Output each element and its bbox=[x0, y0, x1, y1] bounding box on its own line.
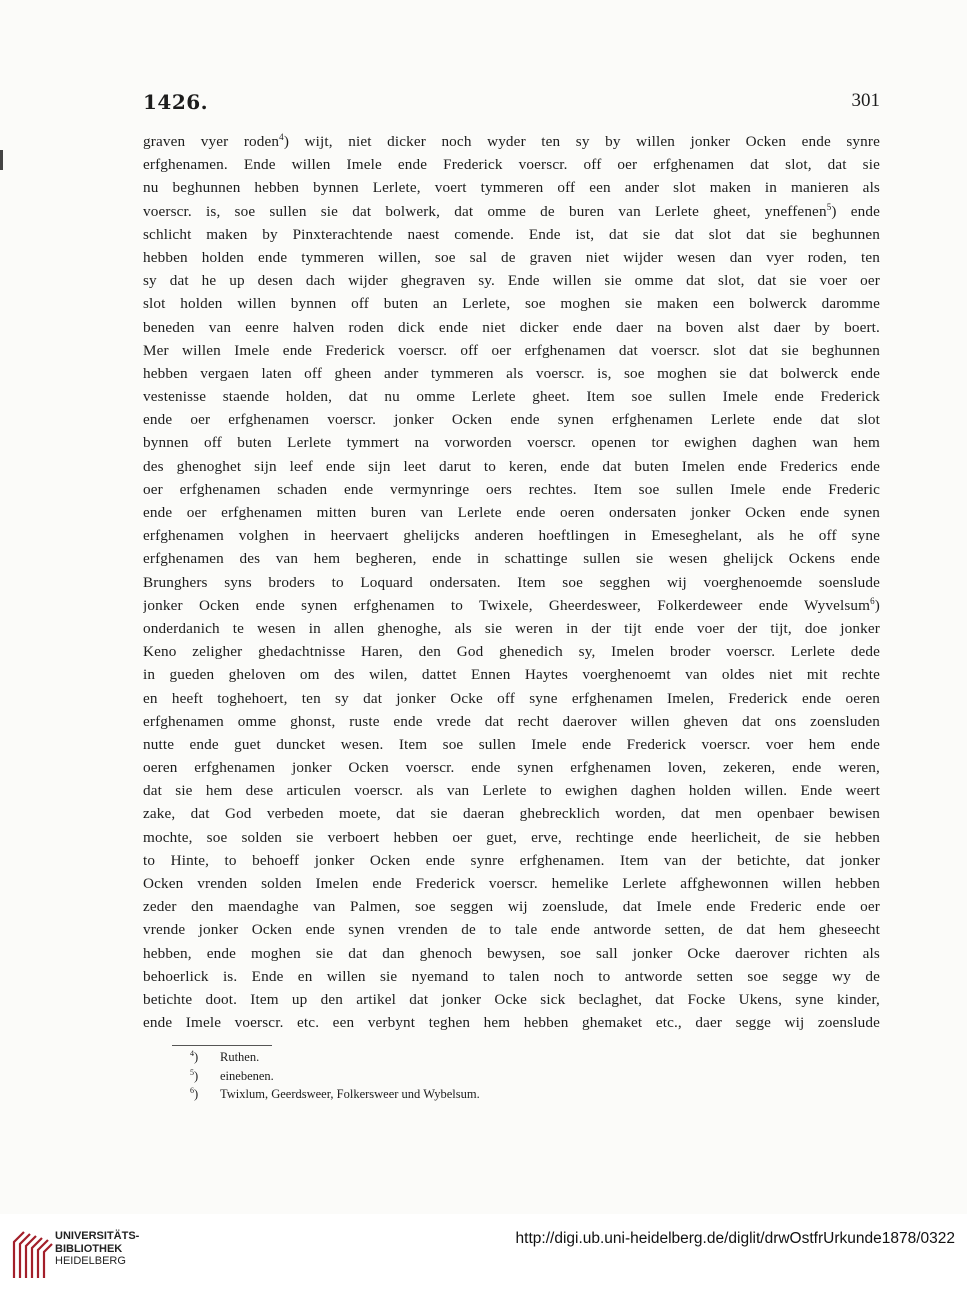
text-line-content: ende oer erfghenamen mitten buren van Lerlete ende oeren ondersaten jonker Ocken ende synen bbox=[143, 504, 880, 521]
footnotes bbox=[190, 1048, 480, 1104]
text-line-content: graven vyer roden bbox=[143, 133, 280, 150]
text-line-content: erfghenamen des van hem begheren, ende in schattinge sullen sie wesen ghelijck Ockens ende bbox=[143, 550, 880, 568]
text-line bbox=[143, 1011, 880, 1034]
text-line bbox=[143, 687, 880, 710]
text-line bbox=[143, 269, 880, 292]
text-line-content: slot holden willen bynnen off buten an Lerlete, soe moghen sie maken een bolwerck daromme bbox=[143, 295, 880, 313]
text-line bbox=[143, 130, 880, 153]
footnote-paren: ) bbox=[194, 1087, 199, 1101]
source-url-link[interactable]: http://digi.ub.uni-heidelberg.de/diglit/drwOstfrUrkunde1878/0322 bbox=[515, 1230, 955, 1247]
text-line-content: schlicht maken by Pinxterachtende naest comende. Ende ist, dat sie dat slot dat sie beghunnen bbox=[143, 225, 880, 243]
text-line bbox=[143, 547, 880, 570]
text-line-content: mochte, soe solden sie verboert hebben oer guet, erve, rechtinge ende heerlicheit, de sie hebben bbox=[143, 828, 880, 846]
text-line bbox=[143, 223, 880, 246]
footnote-number: 4 bbox=[190, 1049, 194, 1058]
text-line bbox=[143, 617, 880, 640]
page-number: 301 bbox=[851, 90, 880, 111]
text-line bbox=[143, 663, 880, 686]
text-line-content: erfghenamen volghen in heervaert ghelijcks anderen hoeftlingen in Emeseghelant, als he off syne bbox=[143, 527, 880, 545]
viewer-footer bbox=[0, 1214, 967, 1289]
text-line bbox=[143, 385, 880, 408]
text-line bbox=[143, 316, 880, 339]
text-line-content: Brunghers syns broders to Loquard ondersaten. Item soe segghen wij voerghenoemde soenslude bbox=[143, 573, 880, 591]
text-line bbox=[143, 478, 880, 501]
text-line-content: voerscr. is, soe sullen sie dat bolwerk, dat omme de buren van Lerlete gheet, yneffenen bbox=[143, 202, 827, 220]
text-line-content: onderdanich te wesen in allen ghenoghe, als sie weren in der tijt ende voer der tijt, doe jonker bbox=[143, 619, 880, 637]
text-line-content: oeren erfghenamen jonker Ocken voerscr. ende synen erfghenamen loven, zekeren, ende weren, bbox=[143, 759, 880, 777]
text-line bbox=[143, 431, 880, 454]
text-line bbox=[143, 710, 880, 733]
text-line-content: vrende jonker Ocken ende synen vrenden de to tale ende antworde setten, de dat hem gheseecht bbox=[143, 921, 880, 939]
library-name bbox=[55, 1230, 139, 1268]
text-line-content: to Hinte, to behoeff jonker Ocken ende synre erfghenamen. Item van der betichte, dat jonker bbox=[143, 851, 880, 869]
text-line bbox=[143, 942, 880, 965]
text-line bbox=[143, 826, 880, 849]
text-line-content: zake, dat God verbeden moete, dat sie daeran ghebrecklich worden, dat men openbaer bewisen bbox=[143, 805, 880, 823]
text-line bbox=[143, 918, 880, 941]
text-line bbox=[143, 965, 880, 988]
text-line-content: betichte doot. Item up den artikel dat jonker Ocke sick beclaghet, dat Focke Ukens, syne kinder, bbox=[143, 990, 880, 1008]
footnote-paren: ) bbox=[194, 1050, 199, 1064]
text-line bbox=[143, 895, 880, 918]
footnote-reference: 5 bbox=[826, 201, 832, 212]
footnote-number: 6 bbox=[190, 1086, 194, 1095]
text-line-continuation: ) ende bbox=[831, 202, 880, 220]
text-line bbox=[143, 849, 880, 872]
text-line bbox=[143, 246, 880, 269]
text-line bbox=[143, 408, 880, 431]
footnote-text: Twixlum, Geerdsweer, Folkersweer und Wybelsum. bbox=[220, 1087, 480, 1101]
text-line-content: behoerlick is. Ende en willen sie nyemand to talen noch to antworde setten soe segge wy de bbox=[143, 967, 880, 985]
library-name-line1: UNIVERSITÄTS- bbox=[55, 1230, 140, 1242]
text-line-content: hebben, ende moghen sie dat dan ghenoch bewysen, soe sall jonker Ocke daerover richten als bbox=[143, 944, 880, 962]
footnote-divider bbox=[172, 1045, 272, 1046]
text-line bbox=[143, 292, 880, 315]
text-line-content: hebben vergaen laten off gheen ander tymmeren als voerscr. is, soe moghen sie dat bolwerck ende bbox=[143, 364, 880, 382]
text-line-content: jonker Ocken ende synen erfghenamen to Twixele, Gheerdesweer, Folkerdeweer ende Wyvelsum bbox=[143, 596, 871, 614]
text-line-content: vestenisse staende holden, dat nu omme Lerlete gheet. Item soe sullen Imele ende Frederick bbox=[143, 388, 880, 406]
text-line bbox=[143, 200, 880, 223]
text-line-content: ende oer erfghenamen voerscr. jonker Ocken ende synen erfghenamen Lerlete ende dat slot bbox=[143, 411, 880, 429]
text-line bbox=[143, 779, 880, 802]
text-line-content: nutte ende guet duncket wesen. Item soe sullen Imele ende Frederick voerscr. voer hem ende bbox=[143, 735, 880, 753]
text-line bbox=[143, 872, 880, 895]
text-line bbox=[143, 176, 880, 199]
footnote bbox=[190, 1085, 480, 1104]
text-line-content: zeder den maendaghe van Palmen, soe seggen wij zoenslude, dat Imele ende Frederic ende oer bbox=[143, 898, 880, 916]
footnote-mark bbox=[190, 1048, 220, 1067]
text-line bbox=[143, 756, 880, 779]
text-line-content: ende Imele voerscr. etc. een verbynt teghen hem hebben ghemaket etc., daer segge wij zoenslude bbox=[143, 1014, 880, 1032]
text-line-content: dat sie hem dese articulen voerscr. als van Lerlete to ewighen daghen holden willen. Ende weert bbox=[143, 782, 880, 800]
text-line-continuation: ) bbox=[874, 596, 880, 614]
university-library-logo-icon bbox=[10, 1228, 54, 1282]
footnote-mark bbox=[190, 1085, 220, 1104]
text-line bbox=[143, 339, 880, 362]
footnote-reference: 4 bbox=[279, 132, 284, 142]
text-line bbox=[143, 594, 880, 617]
footnote-text: einebenen. bbox=[220, 1068, 274, 1083]
text-line-content: Keno zeligher ghedachtnisse Haren, den God ghenedich sy, Imelen broder voerscr. Lerlete dede bbox=[143, 643, 880, 661]
library-name-line3: HEIDELBERG bbox=[55, 1255, 126, 1267]
text-line-content: des ghenoghet sijn leef ende sijn leet darut to keren, ende dat buten Imelen ende Frederics ende bbox=[143, 457, 880, 475]
text-line bbox=[143, 571, 880, 594]
text-line-content: en heeft toghehoert, ten sy dat jonker Ocke off syne erfghenamen Imelen, Frederick ende oeren bbox=[143, 689, 880, 707]
text-line bbox=[143, 153, 880, 176]
text-line bbox=[143, 524, 880, 547]
scan-edge-mark bbox=[0, 150, 3, 170]
text-line-content: oer erfghenamen schaden ende vermynringe oers rechtes. Item soe sullen Imele ende Frederic bbox=[143, 480, 880, 498]
library-name-line2: BIBLIOTHEK bbox=[55, 1242, 123, 1255]
text-line-content: beneden van eenre halven roden dick ende niet dicker ende daer na boven alst daer by boert. bbox=[143, 318, 880, 336]
text-line-content: in gueden gheloven om des wilen, dattet Ennen Haytes voerghenoemt van oldes niet mit rechte bbox=[143, 666, 880, 684]
text-line bbox=[143, 640, 880, 663]
text-line-content: erfghenamen. Ende willen Imele ende Frederick voerscr. off oer erfghenamen dat slot, dat sie bbox=[143, 156, 880, 174]
text-line-content: sy dat he up desen dach wijder ghegraven sy. Ende willen sie omme dat slot, dat sie voer oer bbox=[143, 272, 880, 290]
text-line-continuation: ) wijt, niet dicker noch wyder ten sy by willen jonker Ocken ende synre bbox=[283, 133, 880, 150]
document-body bbox=[143, 130, 880, 1034]
footnote-number: 5 bbox=[190, 1067, 194, 1077]
footnote bbox=[190, 1048, 480, 1067]
footnote bbox=[190, 1067, 480, 1086]
text-line bbox=[143, 802, 880, 825]
text-line-content: Mer willen Imele ende Frederick voerscr. off oer erfghenamen dat voerscr. slot dat sie beghunnen bbox=[143, 341, 880, 359]
text-line-content: hebben holden ende tymmeren willen, soe sal de graven niet wijder wesen dan vyer roden, ten bbox=[143, 248, 880, 266]
text-line bbox=[143, 733, 880, 756]
footnote-text: Ruthen. bbox=[220, 1050, 260, 1064]
footnote-paren: ) bbox=[194, 1068, 199, 1083]
text-line-content: bynnen off buten Lerlete tymmert na vorworden voerscr. openen tor ewighen daghen wan hem bbox=[143, 434, 880, 452]
page-header bbox=[143, 90, 880, 114]
year-heading: 1426. bbox=[143, 90, 209, 114]
text-line-content: Ocken vrenden solden Imelen ende Frederick voerscr. hemelike Lerlete affghewonnen willen hebben bbox=[143, 875, 880, 892]
text-line-content: nu beghunnen hebben bynnen Lerlete, voert tymmeren off een ander slot maken in manieren als bbox=[143, 179, 880, 197]
text-line-content: erfghenamen omme ghonst, ruste ende vrede dat recht daerover willen gheven dat ons zoensluden bbox=[143, 712, 880, 730]
text-line bbox=[143, 988, 880, 1011]
text-line bbox=[143, 362, 880, 385]
footnote-reference: 6 bbox=[870, 595, 875, 606]
text-line bbox=[143, 501, 880, 524]
text-line bbox=[143, 455, 880, 478]
footnote-mark bbox=[190, 1067, 220, 1086]
